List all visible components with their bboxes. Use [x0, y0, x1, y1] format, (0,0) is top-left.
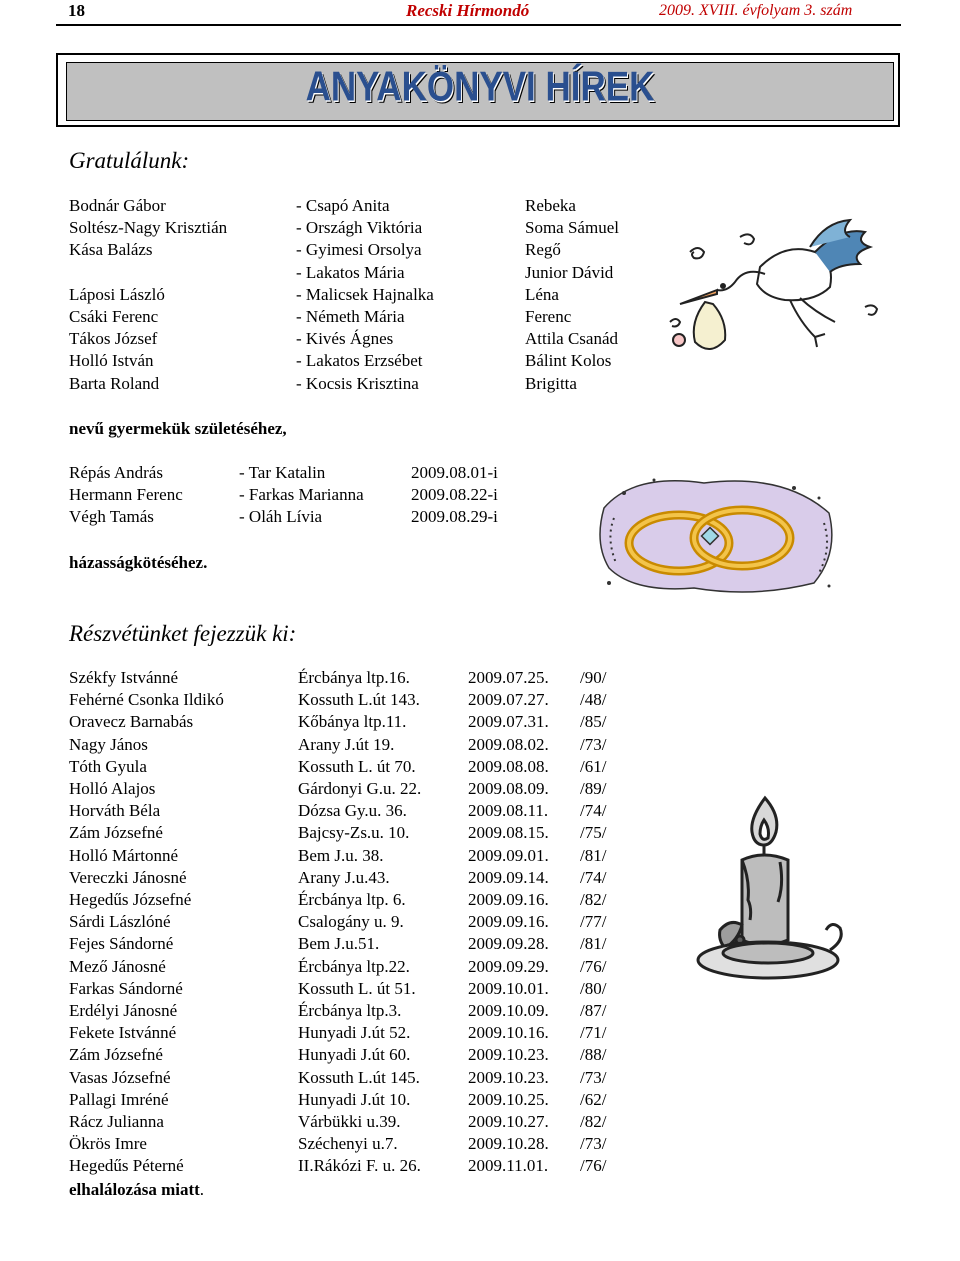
age: /87/ — [580, 1001, 607, 1021]
age: /90/ — [580, 668, 607, 687]
date-of-death: 2009.11.01. — [468, 1156, 549, 1176]
birth-row — [69, 328, 619, 350]
death-row — [69, 1111, 606, 1133]
birth-row — [69, 350, 619, 372]
deceased-name: Sárdi Lászlóné — [69, 912, 171, 932]
birth-row — [69, 195, 619, 217]
age: /77/ — [580, 912, 607, 932]
mother-name: - Kivés Ágnes — [296, 329, 394, 349]
child-name: Ferenc — [525, 307, 572, 327]
publication-title: Recski Hírmondó — [406, 1, 530, 20]
date-of-death: 2009.10.25. — [468, 1089, 549, 1109]
deceased-name: Rácz Julianna — [69, 1112, 164, 1132]
weddings-suffix: házasságkötéséhez. — [69, 553, 208, 572]
date-of-death: 2009.09.29. — [468, 956, 549, 976]
mother-name: - Országh Viktória — [296, 218, 423, 238]
address: Gárdonyi G.u. 22. — [298, 779, 422, 799]
deceased-name: Székfy Istvánné — [69, 668, 179, 687]
address: Kossuth L. út 51. — [298, 978, 416, 998]
death-row — [69, 1067, 606, 1089]
address: Dózsa Gy.u. 36. — [298, 801, 407, 821]
birth-row — [69, 217, 619, 239]
deaths-suffix — [69, 1180, 204, 1200]
date-of-death: 2009.08.02. — [468, 734, 549, 754]
deceased-name: Vasas Józsefné — [69, 1067, 171, 1087]
date-of-death: 2009.10.27. — [468, 1112, 549, 1132]
deceased-name: Farkas Sándorné — [69, 978, 183, 998]
address: Kossuth L. út 70. — [298, 756, 416, 776]
mother-name: - Lakatos Mária — [296, 262, 405, 282]
deceased-name: Horváth Béla — [69, 801, 161, 821]
age: /82/ — [580, 890, 607, 910]
wedding-row — [69, 484, 498, 506]
mother-name: - Lakatos Erzsébet — [296, 351, 423, 371]
child-name: Regő — [525, 240, 561, 260]
age: /76/ — [580, 956, 607, 976]
age: /76/ — [580, 1156, 607, 1176]
mother-name: - Csapó Anita — [296, 196, 390, 215]
age: /75/ — [580, 823, 607, 843]
death-row — [69, 756, 606, 778]
death-row — [69, 734, 606, 756]
deceased-name: Nagy János — [69, 734, 148, 754]
deceased-name: Tóth Gyula — [69, 756, 147, 776]
address: Széchenyi u.7. — [298, 1134, 398, 1154]
deceased-name: Hegedűs Péterné — [69, 1156, 184, 1176]
address: Várbükki u.39. — [298, 1112, 401, 1132]
issue-label: 2009. XVIII. évfolyam 3. szám — [659, 2, 853, 19]
date-of-death: 2009.09.16. — [468, 890, 549, 910]
death-row — [69, 1022, 606, 1044]
age: /82/ — [580, 1112, 607, 1132]
age: /48/ — [580, 690, 607, 710]
candle-icon — [680, 790, 845, 990]
age: /81/ — [580, 845, 607, 865]
deceased-name: Vereczki Jánosné — [69, 867, 187, 887]
child-name: Bálint Kolos — [525, 351, 612, 371]
child-name: Léna — [525, 284, 559, 304]
address: Kossuth L.út 143. — [298, 690, 420, 710]
date-of-death: 2009.10.28. — [468, 1134, 549, 1154]
address: Kossuth L.út 145. — [298, 1067, 420, 1087]
bride-name: - Oláh Lívia — [239, 507, 323, 527]
deceased-name: Zám Józsefné — [69, 823, 163, 843]
deaths-suffix-bold: elhalálozása miatt — [69, 1180, 200, 1199]
address: Arany J.út 19. — [298, 734, 395, 754]
deceased-name: Zám Józsefné — [69, 1045, 163, 1065]
deceased-name: Oravecz Barnabás — [69, 712, 194, 732]
deceased-name: Fehérné Csonka Ildikó — [69, 690, 224, 710]
date-of-death: 2009.09.16. — [468, 912, 549, 932]
father-name: Láposi László — [69, 284, 165, 304]
wedding-row — [69, 506, 498, 528]
deceased-name: Mező Jánosné — [69, 956, 166, 976]
age: /81/ — [580, 934, 607, 954]
age: /73/ — [580, 1067, 607, 1087]
father-name: Tákos József — [69, 329, 158, 349]
weddings-table — [69, 462, 498, 529]
births-table — [69, 195, 619, 395]
age: /74/ — [580, 867, 607, 887]
age: /74/ — [580, 801, 607, 821]
date-of-death: 2009.10.23. — [468, 1067, 549, 1087]
child-name: Brigitta — [525, 373, 577, 393]
wedding-date: 2009.08.01-i — [411, 463, 498, 482]
date-of-death: 2009.10.01. — [468, 978, 549, 998]
address: II.Rákózi F. u. 26. — [298, 1156, 421, 1176]
age: /85/ — [580, 712, 607, 732]
date-of-death: 2009.10.23. — [468, 1045, 549, 1065]
death-row — [69, 867, 606, 889]
address: Csalogány u. 9. — [298, 912, 404, 932]
father-name: Csáki Ferenc — [69, 307, 159, 327]
address: Ércbánya ltp. 6. — [298, 890, 406, 910]
birth-row — [69, 284, 619, 306]
age: /61/ — [580, 756, 607, 776]
groom-name: Répás András — [69, 463, 163, 482]
bride-name: - Farkas Marianna — [239, 485, 364, 505]
date-of-death: 2009.08.08. — [468, 756, 549, 776]
deaths-suffix-end: . — [199, 1180, 205, 1199]
child-name: Rebeka — [525, 196, 576, 215]
birth-row — [69, 239, 619, 261]
death-row — [69, 667, 606, 689]
date-of-death: 2009.10.16. — [468, 1023, 549, 1043]
birth-row — [69, 262, 619, 284]
death-row — [69, 778, 606, 800]
child-name: Soma Sámuel — [525, 218, 619, 238]
father-name — [69, 262, 296, 284]
address: Arany J.u.43. — [298, 867, 390, 887]
death-row — [69, 822, 606, 844]
deceased-name: Pallagi Imréné — [69, 1089, 169, 1109]
stork-icon — [665, 212, 890, 362]
mother-name: - Kocsis Krisztina — [296, 373, 419, 393]
mother-name: - Németh Mária — [296, 307, 405, 327]
header-rule — [56, 24, 901, 26]
date-of-death: 2009.10.09. — [468, 1001, 549, 1021]
death-row — [69, 978, 606, 1000]
page-number: 18 — [68, 1, 85, 20]
address: Ércbánya ltp.3. — [298, 1001, 402, 1021]
death-row — [69, 1044, 606, 1066]
address: Bem J.u. 38. — [298, 845, 384, 865]
father-name: Soltész-Nagy Krisztián — [69, 218, 228, 238]
age: /73/ — [580, 734, 607, 754]
date-of-death: 2009.08.11. — [468, 801, 549, 821]
death-row — [69, 933, 606, 955]
date-of-death: 2009.09.01. — [468, 845, 549, 865]
date-of-death: 2009.09.28. — [468, 934, 549, 954]
death-row — [69, 1133, 606, 1155]
groom-name: Hermann Ferenc — [69, 485, 183, 505]
death-row — [69, 800, 606, 822]
birth-row — [69, 373, 619, 395]
address: Hunyadi J.út 60. — [298, 1045, 411, 1065]
deceased-name: Hegedűs Józsefné — [69, 890, 192, 910]
death-row — [69, 889, 606, 911]
age: /62/ — [580, 1089, 607, 1109]
father-name: Barta Roland — [69, 373, 160, 393]
date-of-death: 2009.08.09. — [468, 779, 549, 799]
death-row — [69, 956, 606, 978]
date-of-death: 2009.07.31. — [468, 712, 549, 732]
wedding-date: 2009.08.29-i — [411, 507, 498, 527]
deceased-name: Erdélyi Jánosné — [69, 1001, 178, 1021]
date-of-death: 2009.09.14. — [468, 867, 549, 887]
age: /88/ — [580, 1045, 607, 1065]
bride-name: - Tar Katalin — [239, 463, 326, 482]
death-row — [69, 911, 606, 933]
death-row — [69, 845, 606, 867]
condolences-heading: Részvétünket fejezzük ki: — [69, 621, 297, 646]
date-of-death: 2009.07.27. — [468, 690, 549, 710]
child-name: Junior Dávid — [525, 262, 614, 282]
age: /89/ — [580, 779, 607, 799]
address: Ércbánya ltp.16. — [298, 668, 410, 687]
congrats-heading: Gratulálunk: — [69, 148, 190, 173]
deaths-table — [69, 667, 606, 1178]
birth-row — [69, 306, 619, 328]
deceased-name: Holló Mártonné — [69, 845, 179, 865]
death-row — [69, 1089, 606, 1111]
child-name: Attila Csanád — [525, 329, 619, 349]
death-row — [69, 689, 606, 711]
births-suffix: nevű gyermekük születéséhez, — [69, 419, 287, 438]
wedding-date: 2009.08.22-i — [411, 485, 498, 505]
deceased-name: Fejes Sándorné — [69, 934, 174, 954]
address: Kőbánya ltp.11. — [298, 712, 407, 732]
age: /73/ — [580, 1134, 607, 1154]
death-row — [69, 711, 606, 733]
deceased-name: Holló Alajos — [69, 779, 156, 799]
wedding-rings-icon — [594, 468, 844, 603]
banner-title: ANYAKÖNYVI HÍREK — [305, 64, 655, 111]
father-name: Holló István — [69, 351, 154, 371]
father-name: Kása Balázs — [69, 240, 153, 260]
age: /80/ — [580, 978, 607, 998]
address: Ércbánya ltp.22. — [298, 956, 410, 976]
address: Bem J.u.51. — [298, 934, 380, 954]
wedding-row — [69, 462, 498, 484]
death-row — [69, 1000, 606, 1022]
groom-name: Végh Tamás — [69, 507, 154, 527]
address: Hunyadi J.út 52. — [298, 1023, 411, 1043]
deceased-name: Fekete Istvánné — [69, 1023, 177, 1043]
address: Bajcsy-Zs.u. 10. — [298, 823, 410, 843]
mother-name: - Gyimesi Orsolya — [296, 240, 422, 260]
mother-name: - Malicsek Hajnalka — [296, 284, 434, 304]
date-of-death: 2009.07.25. — [468, 668, 549, 687]
father-name: Bodnár Gábor — [69, 196, 166, 215]
age: /71/ — [580, 1023, 607, 1043]
deceased-name: Ökrös Imre — [69, 1134, 147, 1154]
date-of-death: 2009.08.15. — [468, 823, 549, 843]
death-row — [69, 1155, 606, 1177]
address: Hunyadi J.út 10. — [298, 1089, 411, 1109]
